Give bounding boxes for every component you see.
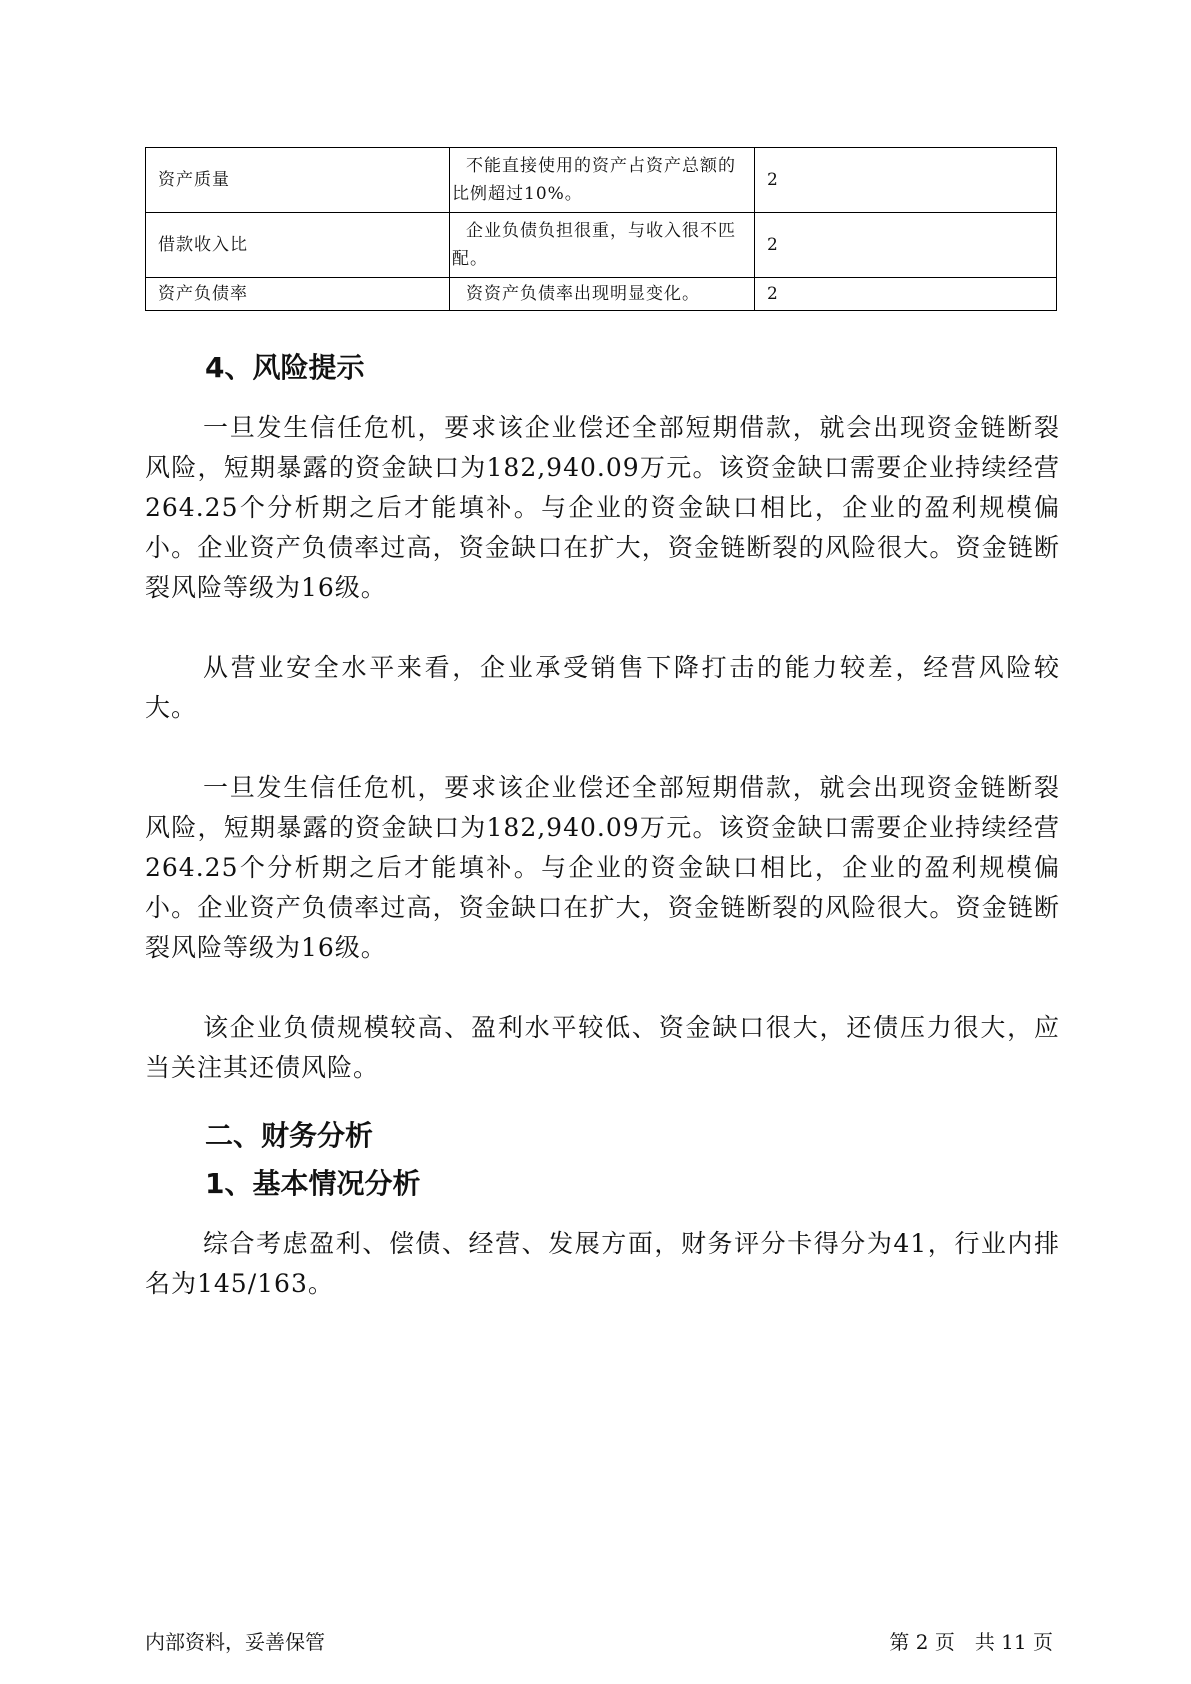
description-text: 资资产负债率出现明显变化。 <box>466 284 700 304</box>
risk-paragraph-2: 从营业安全水平来看，企业承受销售下降打击的能力较差，经营风险较大。 <box>145 653 1060 722</box>
description-cell <box>450 148 755 213</box>
score-cell: 2 <box>755 213 1057 278</box>
finance-heading: 二、财务分析 <box>205 1119 374 1152</box>
risk-paragraph-4: 该企业负债规模较高、盈利水平较低、资金缺口很大，还债压力很大，应当关注其还债风险。 <box>145 1013 1060 1082</box>
table-row <box>146 148 1057 213</box>
description-cell <box>450 278 755 311</box>
risk-paragraph-1: 一旦发生信任危机，要求该企业偿还全部短期借款，就会出现资金链断裂风险，短期暴露的资金缺口为182,940.09万元。该资金缺口需要企业持续经营 264.25个分析期之后才能填补。与企业的资金缺口相比，企业的盈利规模偏小。企业资产负债率过高，资金缺口在扩大，资金链断裂的风险很大。资金链断裂风险等级为16级。 <box>145 413 1060 602</box>
risk-heading: 4、风险提示 <box>205 351 365 384</box>
footer-confidential-note: 内部资料，妥善保管 <box>145 1630 325 1654</box>
table-row <box>146 213 1057 278</box>
risk-paragraph-3: 一旦发生信任危机，要求该企业偿还全部短期借款，就会出现资金链断裂风险，短期暴露的资金缺口为182,940.09万元。该资金缺口需要企业持续经营 264.25个分析期之后才能填补。与企业的资金缺口相比，企业的盈利规模偏小。企业资产负债率过高，资金缺口在扩大，资金链断裂的风险很大。资金链断裂风险等级为16级。 <box>145 773 1060 962</box>
basic-analysis-paragraph: 综合考虑盈利、偿债、经营、发展方面，财务评分卡得分为41，行业内排名为145/163。 <box>145 1229 1060 1298</box>
table-row <box>146 278 1057 311</box>
footer-page-number: 第 2 页 共 11 页 <box>889 1630 1053 1654</box>
indicator-cell: 资产负债率 <box>146 278 450 311</box>
score-cell: 2 <box>755 148 1057 213</box>
indicator-cell: 资产质量 <box>146 148 450 213</box>
basic-analysis-heading: 1、基本情况分析 <box>205 1167 421 1200</box>
score-cell: 2 <box>755 278 1057 311</box>
risk-indicator-table <box>145 147 1057 311</box>
description-text: 不能直接使用的资产占资产总额的比例超过10%。 <box>452 156 736 204</box>
indicator-cell: 借款收入比 <box>146 213 450 278</box>
description-text: 企业负债负担很重，与收入很不匹配。 <box>452 221 736 269</box>
description-cell <box>450 213 755 278</box>
